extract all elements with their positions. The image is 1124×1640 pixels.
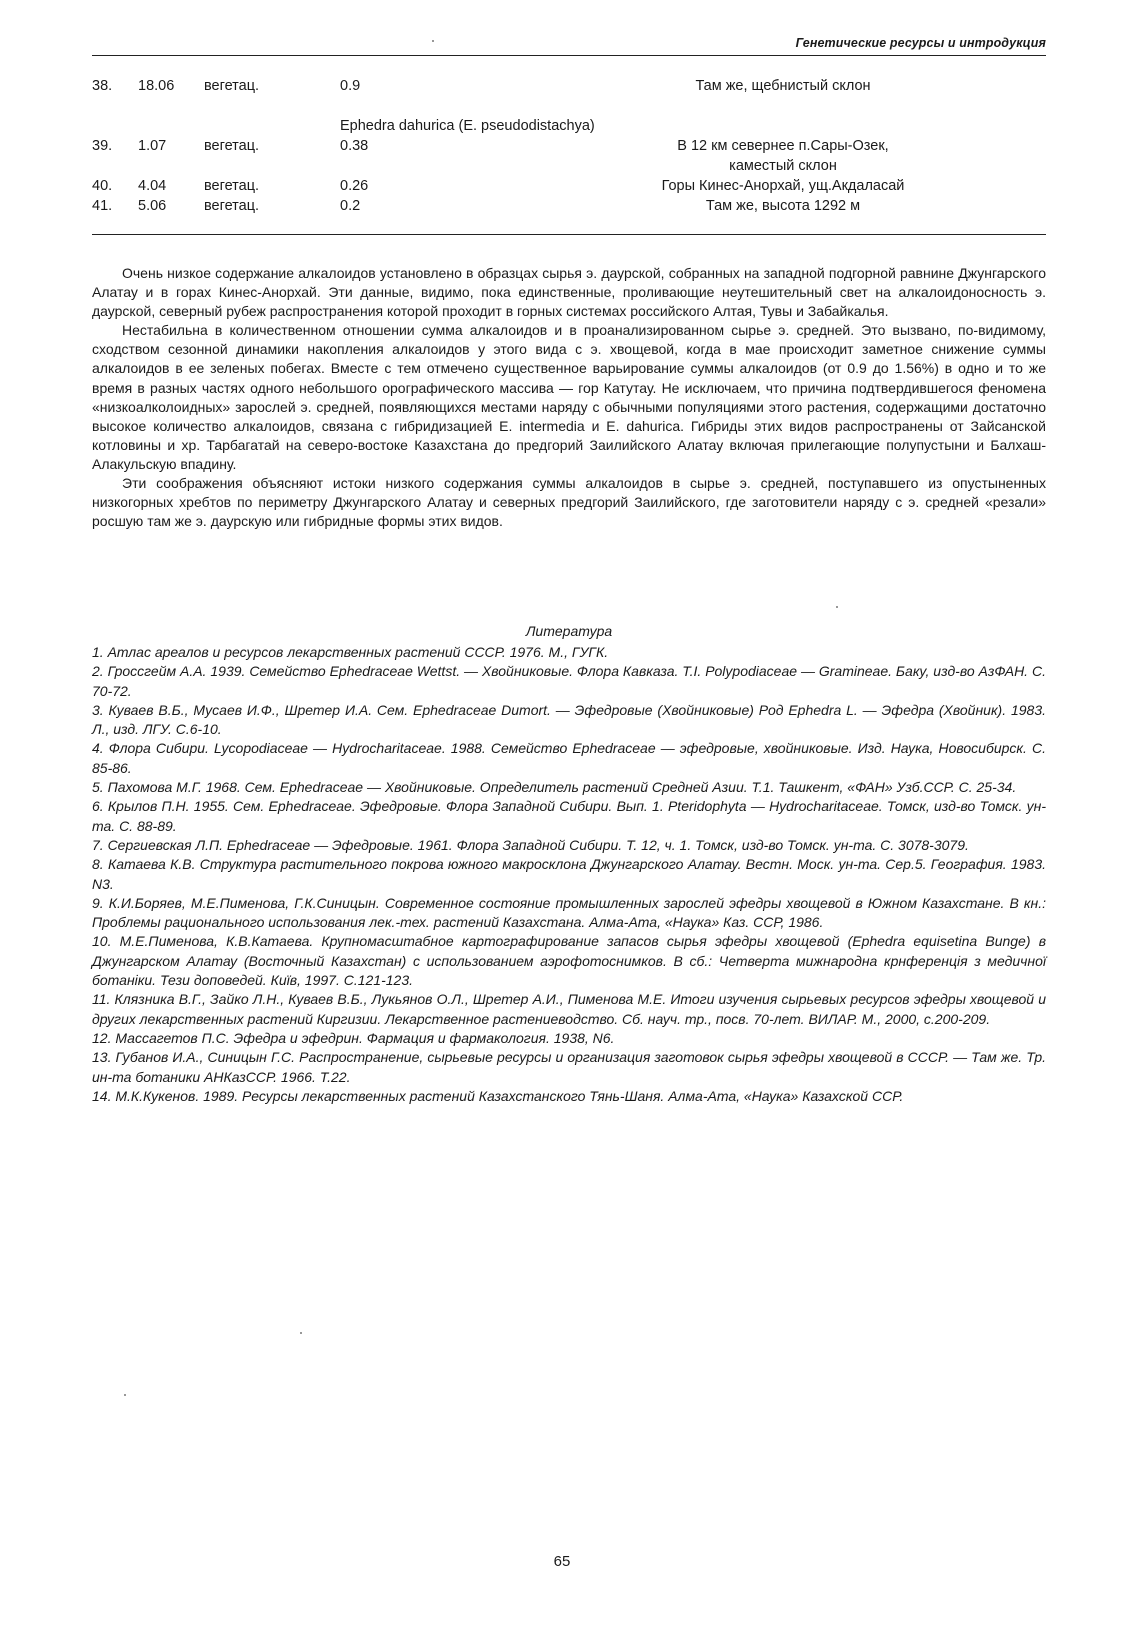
row-location: Горы Кинес-Анорхай, ущ.Акдаласай	[661, 178, 905, 194]
reference-item: 6. Крылов П.Н. 1955. Сем. Ephedraceae. Эфедровые. Флора Западной Сибири. Вып. 1. Pteridophyta — Hydrocharitaceae. Томск, изд-во Томск. ун-та. С. 88-89.	[92, 798, 1046, 834]
reference-item: 9. К.И.Боряев, М.Е.Пименова, Г.К.Синицын. Современное состояние промышленных зарослей эфедры хвощевой в Южном Казахстане. В кн.: Проблемы рационального использования лек.-тех. растений Казахстана. Алма-Ата, «Наука» Каз. ССР, 1986.	[92, 894, 1046, 931]
header-rule	[92, 55, 1046, 56]
row-location-line: В 12 км севернее п.Сары-Озек,	[677, 138, 889, 154]
row-location: Там же, щебнистый склон	[695, 78, 871, 94]
scan-speck	[124, 1394, 126, 1396]
reference-item: 1. Атлас ареалов и ресурсов лекарственных растений СССР. 1976. М., ГУГК.	[92, 644, 609, 660]
reference-item: 2. Гроссгейм А.А. 1939. Семейство Ephedraceae Wettst. — Хвойниковые. Флора Кавказа. Т.I. Polypodiaceae — Gramineae. Баку, изд-во АзФАН. С. 70-72.	[92, 663, 1046, 699]
reference-item: 12. Массагетов П.С. Эфедра и эфедрин. Фармация и фармакология. 1938, N6.	[92, 1029, 615, 1046]
row-phase: вегетац.	[204, 198, 260, 214]
reference-item: 7. Сергиевская Л.П. Ephedraceae — Эфедровые. 1961. Флора Западной Сибири. Т. 12, ч. 1. Томск, изд-во Томск. ун-та. С. 3078-3079.	[92, 836, 969, 853]
species-heading-row	[92, 96, 1046, 136]
body-text	[92, 264, 1046, 531]
reference-item: 13. Губанов И.А., Синицын Г.С. Распространение, сырьевые ресурсы и организация заготовок сырья эфедры хвощевой в СССР. — Там же. Тр. ин-та ботаники АНКазССР. 1966. Т.22.	[92, 1049, 1046, 1085]
table-row	[92, 196, 1046, 216]
reference-item: 10. М.Е.Пименова, К.В.Катаева. Крупномасштабное картографирование запасов сырья эфедры хвощевой (Ephedra equisetina Bunge) в Джунгарском Алатау (Восточный Казахстан) с использованием аэрофотоснимков. В сб.: Четверта мижнародна крнференція з медичної ботаніки. Тези доповедей. Київ, 1997. С.121-123.	[92, 933, 1046, 989]
row-value: 0.9	[340, 78, 361, 94]
reference-item: 4. Флора Сибири. Lycopodiaceae — Hydrocharitaceae. 1988. Семейство Ephedraceae — эфедровые, хвойниковые. Изд. Наука, Новосибирск. С. 85-86.	[92, 740, 1046, 776]
row-date: 4.04	[138, 178, 167, 194]
literature-heading: Литература	[525, 623, 613, 639]
paragraph: Эти соображения объясняют истоки низкого содержания суммы алкалоидов в сырье э. средней, поступавшего из опустыненных низкогорных хребтов по периметру Джунгарского Алатау и северных предгорий Заилийского, где заготовители наряду с э. средней «резали» росшую там же э. даурскую или гибридные формы этих видов.	[92, 475, 1046, 530]
reference-item: 14. М.К.Кукенов. 1989. Ресурсы лекарственных растений Казахстанского Тянь-Шаня. Алма-Ата, «Наука» Казахской ССР.	[92, 1087, 904, 1104]
row-location: Там же, высота 1292 м	[705, 198, 861, 214]
row-value: 0.26	[340, 178, 369, 194]
row-phase: вегетац.	[204, 178, 260, 194]
row-date: 18.06	[138, 78, 175, 94]
paragraph: Очень низкое содержание алкалоидов установлено в образцах сырья э. даурской, собранных на западной подгорной равнине Джунгарского Алатау и в горах Кинес-Анорхай. Эти данные, видимо, пока единственные, проливающие неутешительный свет на алкалоидоносность э. даурской, северный рубеж распространения которой проходит в горных системах российского Алтая, Тувы и Забайкалья.	[92, 265, 1046, 320]
species-heading: Ephedra dahurica (E. pseudodistachya)	[340, 118, 595, 134]
alkaloid-table	[92, 76, 1046, 216]
row-location-line: каместый склон	[729, 158, 837, 174]
row-date: 5.06	[138, 198, 167, 214]
row-number: 40.	[92, 178, 113, 194]
reference-item: 11. Клязника В.Г., Зайко Л.Н., Куваев В.Б., Лукьянов О.Л., Шретер А.И., Пименова М.Е. Итоги изучения сырьевых ресурсов эфедры хвощевой и других лекарственных растений Киргизии. Лекарственное растениеводство. Сб. науч. тр., посв. 70-лет. ВИЛАР. М., 2000, с.200-209.	[92, 991, 1046, 1027]
row-number: 38.	[92, 78, 113, 94]
paragraph: Нестабильна в количественном отношении сумма алкалоидов и в проанализированном сырье э. средней. Это вызвано, по-видимому, сходством сезонной динамики накопления алкалоидов у этого вида с э. хвощевой, когда в мае происходит заметное снижение суммы алкалоидов в ее зеленых побегах. Вместе с тем отмечено существенное варьирование суммы алкалоидов (от 0.9 до 1.56%) в одно и то же время в разных частях одного небольшого орографического массива — гор Катутау. Не исключаем, что причина подтвердившегося феномена «низкоалколоидных» зарослей э. средней, появляющихся местами наряду с обычными популяциями этого растения, содержащими достаточно высокое количество алкалоидов, связана с гибридизацией E. intermedia и E. dahurica. Гибриды этих видов распространены от Зайсанской котловины и хр. Тарбагатай на северо-востоке Казахстана до предгорий Заилийского Алатау включая прилегающие полупустыни и Балхаш-Алакульскую впадину.	[92, 322, 1046, 472]
reference-list	[92, 643, 1046, 1106]
row-value: 0.2	[340, 198, 361, 214]
reference-item: 3. Куваев В.Б., Мусаев И.Ф., Шретер И.А. Сем. Ephedraceae Dumort. — Эфедровые (Хвойниковые) Род Ephedra L. — Эфедра (Хвойник). 1983. Л., изд. ЛГУ. С.6-10.	[92, 701, 1046, 738]
table-row	[92, 176, 1046, 196]
table-row	[92, 136, 1046, 176]
row-phase: вегетац.	[204, 138, 260, 154]
reference-item: 8. Катаева К.В. Структура растительного покрова южного макросклона Джунгарского Алатау. Вестн. Моск. ун-та. Сер.5. География. 1983. N3.	[92, 856, 1046, 892]
table-bottom-rule	[92, 234, 1046, 235]
reference-item: 5. Пахомова М.Г. 1968. Сем. Ephedraceae — Хвойниковые. Определитель растений Средней Азии. Т.1. Ташкент, «ФАН» Узб.ССР. С. 25-34.	[92, 779, 1017, 796]
scan-speck	[300, 1332, 302, 1334]
table-row	[92, 76, 1046, 96]
row-date: 1.07	[138, 138, 167, 154]
scan-speck	[432, 40, 434, 42]
page-number: 65	[553, 1553, 571, 1570]
scan-speck	[836, 606, 838, 608]
running-head: Генетические ресурсы и интродукция	[795, 36, 1046, 50]
row-location	[520, 136, 1046, 176]
row-phase: вегетац.	[204, 78, 260, 94]
row-value: 0.38	[340, 138, 369, 154]
row-number: 41.	[92, 198, 113, 214]
row-number: 39.	[92, 138, 113, 154]
